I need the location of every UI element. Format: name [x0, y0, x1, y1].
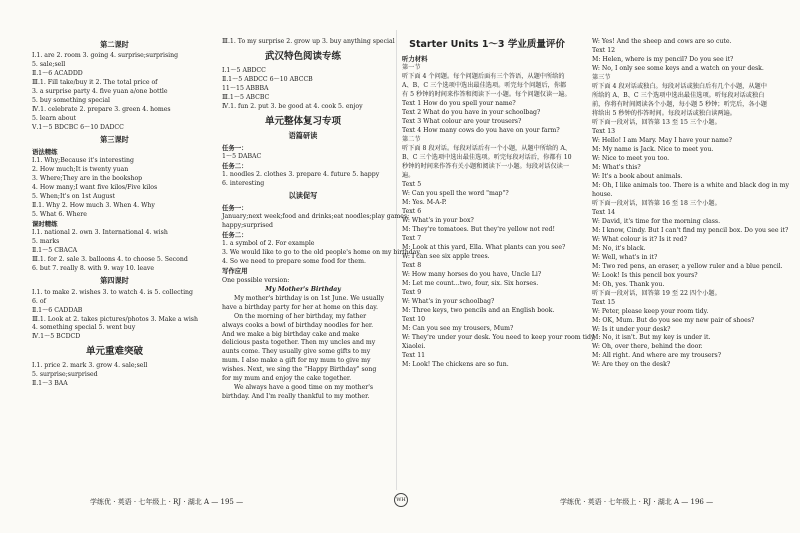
section-heading: 第三课时: [100, 135, 129, 145]
text-line: Ⅴ.1～5 BDCBC 6～10 DADCC: [32, 124, 124, 132]
text-line: M: No, it's black.: [592, 244, 646, 252]
text-line: W: Look! Is this pencil box yours?: [592, 271, 698, 279]
text-line: M: Oh, yes. Thank you.: [592, 280, 665, 288]
text-line: W: Well, what's in it?: [592, 253, 658, 261]
text-line: 听下面一段对话，回答第 16 至 18 三个小题。: [592, 199, 721, 207]
text-line: January;next week;food and drinks;eat noodles;play games;: [222, 213, 410, 221]
text-line: 5. marks: [32, 238, 60, 246]
text-line: 1. noodles 2. clothes 3. prepare 4. future 5. happy: [222, 171, 380, 179]
text-line: 6. but 7. really 8. with 9. way 10. leave: [32, 265, 155, 273]
text-line: W: David, it's time for the morning class.: [592, 217, 721, 225]
section-heading: 第二课时: [100, 40, 129, 49]
section-title: 单元整体复习专项: [264, 115, 341, 127]
text-line: 5. surprise;surprised: [32, 371, 98, 379]
text-line: M: Can you see my trousers, Mum?: [402, 324, 514, 332]
text-line: 第三节: [592, 73, 611, 81]
text-line: Ⅱ.1～5 ABDCC 6～10 ABCCB: [222, 75, 313, 83]
text-line: W: Nice to meet you too.: [592, 154, 670, 162]
text-line: Ⅱ.1～5 CBACA: [32, 247, 78, 255]
text-line: W: Are they on the desk?: [592, 361, 671, 369]
essay-paragraph: On the morning of her birthday, my father always cooks a bowl of birthday noodles for her. And we make a big birthday cake and make delicious pasta together. Then my uncles and my aunts come. They usually give some gifts to my mum. I also make a gift for my mum to give my wishes. Next, we sing the "Happy Birthday" song for my mum and enjoy the cake together.: [222, 312, 377, 383]
text-line: One possible version:: [222, 276, 290, 284]
text-line: Ⅰ.1. are 2. room 3. going 4. surprise;surprising: [32, 52, 179, 60]
instruction-paragraph: 听下面 8 段对话。每段对话后有一个小题，从题中所给的 A、B、C 三个选项中选出最佳选项。听完每段对话后，你都有 10 秒钟的时间来作答有关小题和阅读下一小题。每段对话仅读一遍。: [402, 144, 572, 179]
text-line: 5. What 6. Where: [32, 210, 87, 218]
text-line: Ⅲ.1～5 ABCBC: [222, 93, 270, 101]
instruction-paragraph: 听下面 4 段对话或独白。每段对话或独白后有几个小题，从题中所给的 A、B、C 三个选项中选出最佳选项。听每段对话或独白前，你将有时间阅读各个小题，每小题 5 秒钟；听完后，各小题将给出 5 秒钟的作答时间。每段对话或独白读两遍。: [592, 82, 767, 117]
text-line: Ⅳ.1. fun 2. put 3. be good at 4. cook 5. enjoy: [222, 102, 363, 110]
text-line: Text 6: [402, 207, 422, 215]
text-line: W: Is it under your desk?: [592, 325, 671, 333]
text-line: Text 8: [402, 261, 422, 269]
text-line: Text 10: [402, 315, 426, 323]
answer-column-1: [32, 38, 197, 389]
section-heading: 以读促写: [288, 191, 318, 201]
text-line: 3. a surprise party 4. five yuan a/one bottle: [32, 88, 168, 96]
text-line: Text 2 What do you have in your schoolbag?: [402, 108, 541, 116]
subheading: 任务二：: [222, 231, 248, 240]
subheading: 语法精练: [32, 147, 58, 156]
text-line: Ⅳ.1～5 BCDCD: [32, 333, 81, 341]
text-line: Ⅲ.1. Fill take/buy it 2. The total price of: [32, 79, 158, 87]
text-line: Text 9: [402, 288, 422, 296]
text-line: Text 14: [592, 208, 616, 216]
text-line: M: Look! The chickens are so fun.: [402, 360, 509, 368]
text-line: Text 11: [402, 351, 426, 359]
text-line: W: What's in your schoolbag?: [402, 297, 495, 305]
footer-right: 学练优 · 英语 · 七年级上 · RJ · 湖北 A — 196 —: [560, 498, 714, 506]
text-line: 听下面一段对话，回答第 13 至 15 三个小题。: [592, 118, 721, 126]
text-line: W: What colour is it? Is it red?: [592, 235, 687, 243]
text-line: M: I know, Cindy. But I can't find my pencil box. Do you see it?: [592, 226, 789, 234]
text-line: M: Oh, I like animals too. There is a white and black dog in my: [592, 181, 790, 189]
text-line: M: Look at this yard, Ella. What plants can you see?: [402, 243, 566, 251]
text-line: 5. sale;sell: [32, 61, 66, 69]
text-line: Text 4 How many cows do you have on your farm?: [402, 126, 560, 134]
text-line: Text 7: [402, 234, 422, 242]
text-line: Ⅲ.1. for 2. sale 3. balloons 4. to choose 5. Second: [32, 256, 188, 264]
text-line: M: Helen, where is my pencil? Do you see it?: [592, 55, 734, 63]
text-line: Text 13: [592, 127, 616, 135]
essay-paragraph: My mother's birthday is on 1st June. We usually have a birthday party for her at home on this day.: [222, 294, 384, 311]
text-line: Xiaolei.: [402, 342, 426, 350]
text-line: W: Hello! I am Mary. May I have your name?: [592, 136, 732, 144]
text-line: Text 5: [402, 180, 422, 188]
text-line: M: They're tomatoes. But they're yellow not red!: [402, 225, 555, 233]
center-page-badge: WH: [394, 493, 408, 507]
page-title: Starter Units 1～3 学业质量评价: [409, 39, 565, 50]
subheading: 课时精练: [32, 219, 58, 228]
text-line: 5. buy something special: [32, 97, 110, 105]
text-line: M: Let me count...two, four, six. Six horses.: [402, 279, 539, 287]
text-line: W: I can see six apple trees.: [402, 252, 490, 260]
text-line: 3. We would like to go to the old people's home on my birthday.: [222, 249, 422, 257]
subheading: 任务二：: [222, 162, 248, 171]
listening-column-2: [592, 38, 790, 370]
text-line: W: No, I only see some keys and a watch on your desk.: [592, 64, 764, 72]
text-line: 1. a symbol of 2. For example: [222, 240, 315, 248]
center-divider: [396, 30, 397, 490]
text-line: Ⅱ.1. Why 2. How much 3. When 4. Why: [32, 201, 155, 209]
text-line: Ⅳ.1. celebrate 2. prepare 3. green 4. homes: [32, 106, 171, 114]
text-line: Text 12: [592, 46, 616, 54]
text-line: W: Yes! And the sheep and cows are so cute.: [592, 38, 732, 45]
text-line: 1～5 DABAC: [222, 153, 262, 161]
text-line: 3. Where;They are in the bookshop: [32, 174, 143, 182]
text-line: W: How many horses do you have, Uncle Li?: [402, 270, 542, 278]
text-line: Ⅰ.1. Why;Because it's interesting: [32, 157, 134, 165]
text-line: 4. something special 5. went buy: [32, 324, 136, 332]
section-heading: 语篇研读: [288, 131, 318, 141]
text-line: 6. of: [32, 297, 46, 305]
subheading: 任务一：: [222, 203, 248, 212]
text-line: W: Oh, over there, behind the door.: [592, 343, 703, 351]
listening-column-1: [402, 38, 596, 370]
essay-paragraph: We always have a good time on my mother's birthday. And I'm really thankful to my mother.: [222, 384, 374, 401]
text-line: happy;surprised: [222, 222, 273, 230]
text-line: M: Yes. M-A-P.: [402, 198, 447, 206]
text-line: 11～15 ABBBA: [222, 84, 269, 92]
text-line: M: My name is Jack. Nice to meet you.: [592, 145, 714, 153]
text-line: Ⅲ.1. To my surprise 2. grow up 3. buy anything special: [222, 38, 395, 45]
footer-left: 学练优 · 英语 · 七年级上 · RJ · 湖北 A — 195 —: [90, 498, 244, 506]
text-line: 4. How many;I want five kilos/Five kilos: [32, 183, 158, 191]
subheading: 任务一：: [222, 143, 248, 152]
subheading: 写作应用: [222, 267, 248, 276]
text-line: 5. learn about: [32, 115, 76, 123]
section-title: 武汉特色阅读专练: [264, 50, 341, 62]
text-line: M: No, it isn't. But my key is under it.: [592, 334, 711, 342]
text-line: M: OK, Mum. But do you see my new pair of shoes?: [592, 316, 755, 324]
text-line: Text 1 How do you spell your name?: [402, 99, 516, 107]
text-line: Ⅰ.1. to make 2. wishes 3. to watch 4. is 5. collecting: [32, 288, 193, 296]
section-title: 单元重难突破: [85, 346, 143, 358]
instruction-paragraph: 听下面 4 个问题。每个问题后面有三个答语，从题中所给的 A、B、C 三个选项中选出最佳选项。听完每个问题后，你都有 5 秒钟的时间来作答和阅读下一小题。每个问题仅读一遍。: [402, 73, 571, 98]
text-line: W: Can you spell the word "map"?: [402, 189, 509, 197]
text-line: M: What's this?: [592, 163, 641, 171]
text-line: house.: [592, 190, 613, 198]
text-line: W: Peter, please keep your room tidy.: [592, 307, 709, 315]
text-line: Ⅰ.1～5 ABDCC: [222, 66, 266, 74]
text-line: Text 15: [592, 298, 616, 306]
text-line: Ⅰ.1. price 2. mark 3. grow 4. sale;sell: [32, 362, 148, 370]
subheading: 听力材料: [402, 54, 428, 63]
text-line: Ⅱ.1～6 CADDAB: [32, 306, 83, 314]
text-line: 听下面一段对话，回答第 19 至 22 四个小题。: [592, 289, 721, 297]
text-line: 第二节: [402, 135, 421, 143]
text-line: Ⅲ.1. Look at 2. takes pictures/photos 3. Make a wish: [32, 315, 198, 323]
text-line: Text 3 What colour are your trousers?: [402, 117, 522, 125]
essay-title: My Mother's Birthday: [265, 285, 341, 293]
text-line: W: What's in your box?: [402, 216, 474, 224]
text-line: 5. When;It's on 1st August: [32, 192, 116, 200]
text-line: 2. How much;It is twenty yuan: [32, 166, 129, 173]
text-line: M: Two red pens, an eraser, a yellow ruler and a blue pencil.: [592, 262, 783, 270]
text-line: Ⅱ.1～6 ACADDD: [32, 70, 83, 78]
text-line: W: They're under your desk. You need to keep your room tidy,: [402, 333, 596, 341]
text-line: 4. So we need to prepare some food for them.: [222, 258, 366, 266]
text-line: Ⅱ.1～3 BAA: [32, 380, 68, 388]
text-line: M: All right. And where are my trousers?: [592, 352, 722, 360]
text-line: 第一节: [402, 64, 421, 72]
text-line: W: It's a book about animals.: [592, 172, 683, 180]
text-line: Ⅰ.1. national 2. own 3. International 4. wish: [32, 229, 168, 237]
section-heading: 第四课时: [100, 276, 129, 286]
text-line: 6. interesting: [222, 180, 265, 188]
text-line: M: Three keys, two pencils and an English book.: [402, 306, 555, 314]
